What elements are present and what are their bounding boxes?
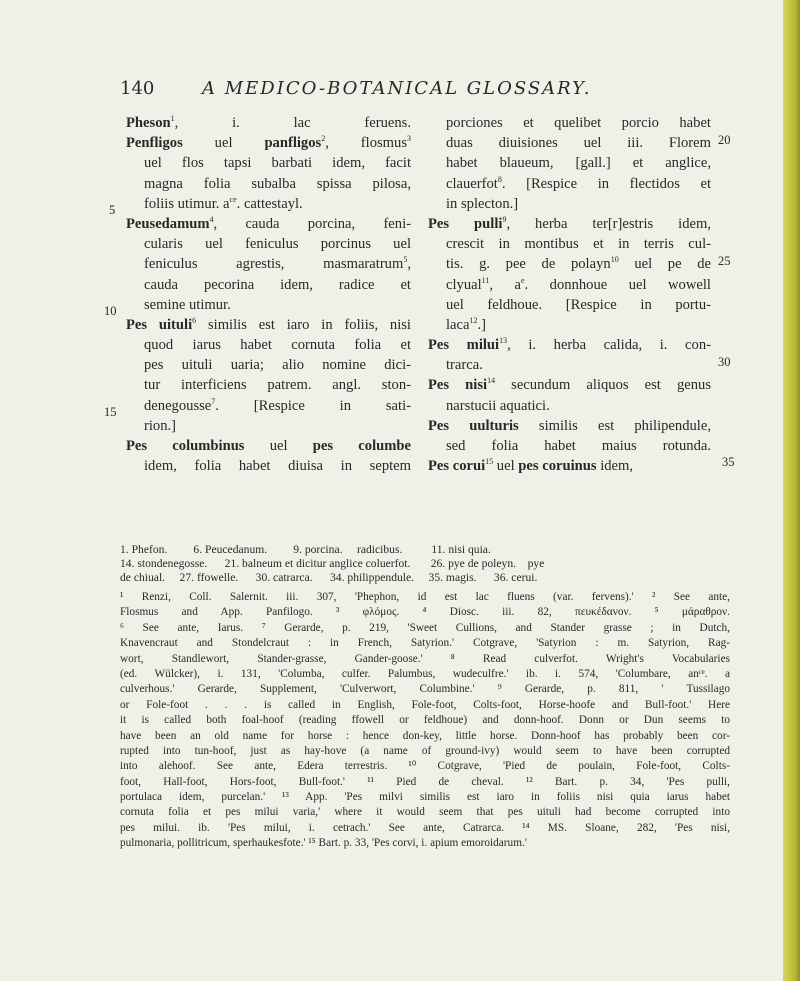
entry-text: , i. herba calida, i. con- — [507, 337, 711, 354]
text-line — [428, 194, 711, 214]
line-number: 30 — [718, 355, 731, 369]
text-line — [428, 396, 711, 416]
entry-headword: Pes uituli — [126, 316, 193, 333]
text-line — [428, 375, 711, 395]
text-line — [428, 153, 711, 173]
entry-text: tis. g. pee de polayn — [446, 256, 611, 273]
entry-text: magna folia subalba spissa pilosa, — [144, 175, 411, 192]
footnote-ref: 3 — [407, 134, 411, 144]
entry-headword: Pes corui — [428, 458, 486, 475]
text-line — [428, 113, 711, 133]
entry-headword: pes columbe — [312, 438, 411, 454]
entry-headword: Pes columbinus — [126, 438, 245, 454]
text-line — [126, 295, 411, 315]
entry-text: uel — [182, 135, 265, 152]
line-number: 5 — [109, 203, 116, 217]
footnote-ref: 15 — [485, 457, 494, 467]
text-line — [428, 315, 711, 335]
entry-text: .] — [477, 316, 487, 333]
entry-text: denegousse — [144, 397, 212, 414]
entry-text: clyual — [446, 276, 482, 293]
page-number: 140 — [120, 78, 155, 99]
entry-text: , flosmus — [325, 135, 407, 152]
entry-text: habet blaueum, [gall.] et anglice, — [446, 155, 711, 172]
entry-text: . [Respice in flectidos et — [501, 175, 711, 192]
variant-readings — [120, 543, 730, 585]
text-line — [126, 113, 411, 133]
entry-headword: Pes nisi — [428, 377, 488, 394]
entry-headword: Pes milui — [428, 337, 500, 354]
entry-text: narstucii aquatici. — [446, 397, 550, 414]
footnote-ref: 11 — [481, 275, 490, 285]
entry-text: . [Respice in sati- — [215, 397, 411, 414]
text-line — [428, 214, 711, 234]
entry-text: , i. lac feruens. — [174, 115, 411, 131]
entry-text: cauda pecorina idem, radice et — [144, 276, 411, 293]
entry-text: rion.] — [144, 417, 177, 434]
text-line — [428, 234, 711, 254]
entry-headword: pes coruinus — [518, 458, 597, 475]
text-line — [126, 133, 411, 153]
footnote-line: culverhous.' Gerarde, Supplement, 'Culverwort, Columbine.' ⁹ Gerarde, p. 811, ' Tussilago — [120, 683, 730, 696]
entry-text: , — [407, 256, 411, 273]
footnote-line: it is called both foal-hoof (reading ffowell or feldhoue) and donn-hoof. Donn or Dun seems to — [120, 714, 730, 727]
text-line — [428, 335, 711, 355]
entry-text: , cauda porcina, feni- — [213, 215, 411, 232]
variant-line: de chiual. 27. ffowelle. 30. catrarca. 34. philippendule. 35. magis. 36. cerui. — [120, 571, 538, 584]
footnote-ref: 14 — [487, 376, 496, 386]
entry-text: foliis utimur. a — [144, 195, 230, 212]
entry-text: semine utimur. — [144, 296, 231, 313]
entry-text: sed folia habet maius rotunda. — [446, 438, 711, 454]
entry-text: cularis uel feniculus porcinus uel — [144, 236, 411, 253]
footnote-ref: 12 — [469, 316, 478, 326]
text-line — [126, 254, 411, 274]
footnote-ref: 10 — [610, 255, 619, 265]
line-number: 20 — [718, 133, 731, 147]
text-line — [126, 315, 411, 335]
entry-headword: Pes uulturis — [428, 417, 519, 434]
footnote-ref: 5 — [403, 255, 408, 265]
variant-line: 1. Phefon. 6. Peucedanum. 9. porcina. radicibus. 11. nisi quia. — [120, 543, 491, 556]
variant-line: 14. stondenegosse. 21. balneum et dicitur anglice coluerfot. 26. pye de poleyn. pye — [120, 557, 545, 570]
entry-text: similis est philipendule, — [518, 417, 711, 434]
text-line — [428, 355, 711, 375]
text-line — [428, 295, 711, 315]
running-title: A MEDICO-BOTANICAL GLOSSARY. — [202, 78, 592, 99]
right-column — [428, 113, 711, 476]
text-line — [428, 174, 711, 194]
footnote-ref: 13 — [499, 336, 508, 346]
entry-text: uel flos tapsi barbati idem, facit — [144, 155, 411, 172]
text-line — [428, 456, 711, 476]
entry-text: . donnhoue uel wowell — [524, 276, 711, 293]
footnote-line: pulmonaria, pollitricum, sperhaukesfote.' ¹⁵ Bart. p. 33, 'Pes corvi, i. apium emoroidarum.' — [120, 837, 527, 850]
entry-text: similis est iaro in foliis, nisi — [196, 316, 411, 333]
footnote-line: rupted into tun-hoof, just as hay-hove (a name of ground-ivy) would seem to have been corrupted — [120, 744, 730, 757]
entry-text: uel pe de — [618, 256, 711, 273]
footnote-ref: 7 — [211, 396, 216, 406]
text-line — [428, 133, 711, 153]
footnote-ref: ce — [229, 194, 237, 204]
entry-text: secundum aliquos est genus — [495, 377, 711, 394]
entry-text: idem, — [596, 458, 634, 475]
line-number: 15 — [104, 405, 117, 419]
text-line — [126, 436, 411, 456]
footnote-ref: 8 — [497, 174, 502, 184]
footnote-line: Flosmus and App. Panfilogo. ³ φλόμος. ⁴ Diosc. iii. 82, πευκέδανον. ⁵ μάραθρον. — [120, 606, 730, 619]
footnote-ref: 6 — [192, 316, 197, 326]
footnote-line: cornuta folia et pes milui varia,' where it would seem that pes uituli had become corrupted into — [120, 806, 730, 819]
text-line — [428, 275, 711, 295]
entry-text: duas diuisiones uel iii. Florem — [446, 135, 711, 152]
footnote-line: wort, Standlewort, Stander-grasse, Gander-goose.' ⁸ Read culverfot. Wright's Vocabularies — [120, 652, 730, 665]
entry-text: tur interficiens patrem. angl. ston- — [144, 377, 411, 394]
footnote-line: (ed. Wülcker), i. 131, 'Columba, culfer. Palumbus, wudeculfre.' ib. i. 574, 'Columbare, anᶜᵉ. a — [120, 667, 730, 680]
footnote-line: pes milui. ib. 'Pes milui, i. cetrach.' See ante, Catrarca. ¹⁴ MS. Sloane, 282, 'Pes nisi, — [120, 821, 730, 834]
entry-text: idem, folia habet diuisa in septem — [144, 458, 411, 475]
text-line — [428, 436, 711, 456]
footnote-line: ¹ Renzi, Coll. Salernit. iii. 307, 'Phephon, id est lac fluens (var. fervens).' ² See ante, — [120, 591, 730, 603]
entry-headword: Pheson — [126, 115, 171, 131]
text-line — [428, 416, 711, 436]
footnote-ref: 2 — [321, 134, 326, 144]
entry-text: pes uituli uaria; alio nomine dici- — [144, 357, 411, 374]
footnote-ref: 1 — [170, 114, 175, 124]
entry-text: in splecton.] — [446, 195, 519, 212]
text-line — [428, 254, 711, 274]
footnote-line: portulaca idem, purcelan.' ¹³ App. 'Pes milvi similis est iaro in foliis nisi quia iarus habet — [120, 791, 730, 804]
entry-text: , a — [489, 276, 521, 293]
entry-headword: panfligos — [264, 135, 322, 152]
line-number: 10 — [104, 304, 117, 318]
book-spine-edge — [783, 0, 800, 981]
text-line — [126, 355, 411, 375]
text-line — [126, 194, 411, 214]
footnote-line: foot, Hall-foot, Hors-foot, Bull-foot.' ¹¹ Pied de cheval. ¹² Bart. p. 34, 'Pes pulli, — [120, 775, 730, 788]
footnote-line: or Fole-foot . . . is called in English, Fole-foot, Colts-foot, Horse-hoofe and Bull-foot.' Here — [120, 698, 730, 711]
entry-text: uel — [244, 438, 313, 454]
footnotes — [120, 590, 730, 852]
footnote-ref: 4 — [209, 215, 214, 225]
running-header — [120, 78, 740, 104]
entry-text: uel feldhoue. [Respice in portu- — [446, 296, 711, 313]
text-line — [126, 456, 411, 476]
footnote-line: Knavencraut and Stondelcraut : in French, Satyrion.' Cotgrave, 'Satyrion : m. Satyrion, Rag- — [120, 637, 730, 650]
text-line — [126, 153, 411, 173]
text-line — [126, 335, 411, 355]
entry-text: , herba ter[r]estris idem, — [506, 215, 711, 232]
entry-text: uel — [493, 458, 519, 475]
text-line — [126, 275, 411, 295]
text-line — [126, 375, 411, 395]
text-line — [126, 174, 411, 194]
entry-text: quod iarus habet cornuta folia et — [144, 337, 411, 354]
footnote-line: into alehoof. See ante, Edera terrestris. ¹⁰ Cotgrave, 'Pied de poulain, Fole-foot, Colts- — [120, 760, 730, 773]
line-number: 35 — [722, 455, 735, 469]
entry-text: laca — [446, 316, 470, 333]
entry-headword: Penfligos — [126, 135, 183, 152]
entry-text: feniculus agrestis, masmaratrum — [144, 256, 404, 273]
text-line — [126, 214, 411, 234]
footnote-line: have been an old name for horse : hence don-key, little horse. Donn-hoof has probably been cor- — [120, 729, 730, 742]
entry-headword: Pes pulli — [428, 215, 503, 232]
footnote-line: ⁶ See ante, Iarus. ⁷ Gerarde, p. 219, 'Sweet Cullions, and Stander grasse ; in Dutch, — [120, 621, 730, 634]
footnote-ref: e — [520, 275, 525, 285]
footnote-ref: 9 — [502, 215, 507, 225]
entry-text: trarca. — [446, 357, 483, 374]
entry-text: . cattestayl. — [236, 195, 303, 212]
text-line — [126, 396, 411, 416]
line-number: 25 — [718, 254, 731, 268]
entry-headword: Peusedamum — [126, 215, 210, 232]
entry-text: porciones et quelibet porcio habet — [446, 115, 711, 131]
entry-text: clauerfot — [446, 175, 498, 192]
text-line — [126, 416, 411, 436]
text-line — [126, 234, 411, 254]
entry-text: crescit in montibus et in terris cul- — [446, 236, 711, 253]
left-column — [126, 113, 411, 476]
